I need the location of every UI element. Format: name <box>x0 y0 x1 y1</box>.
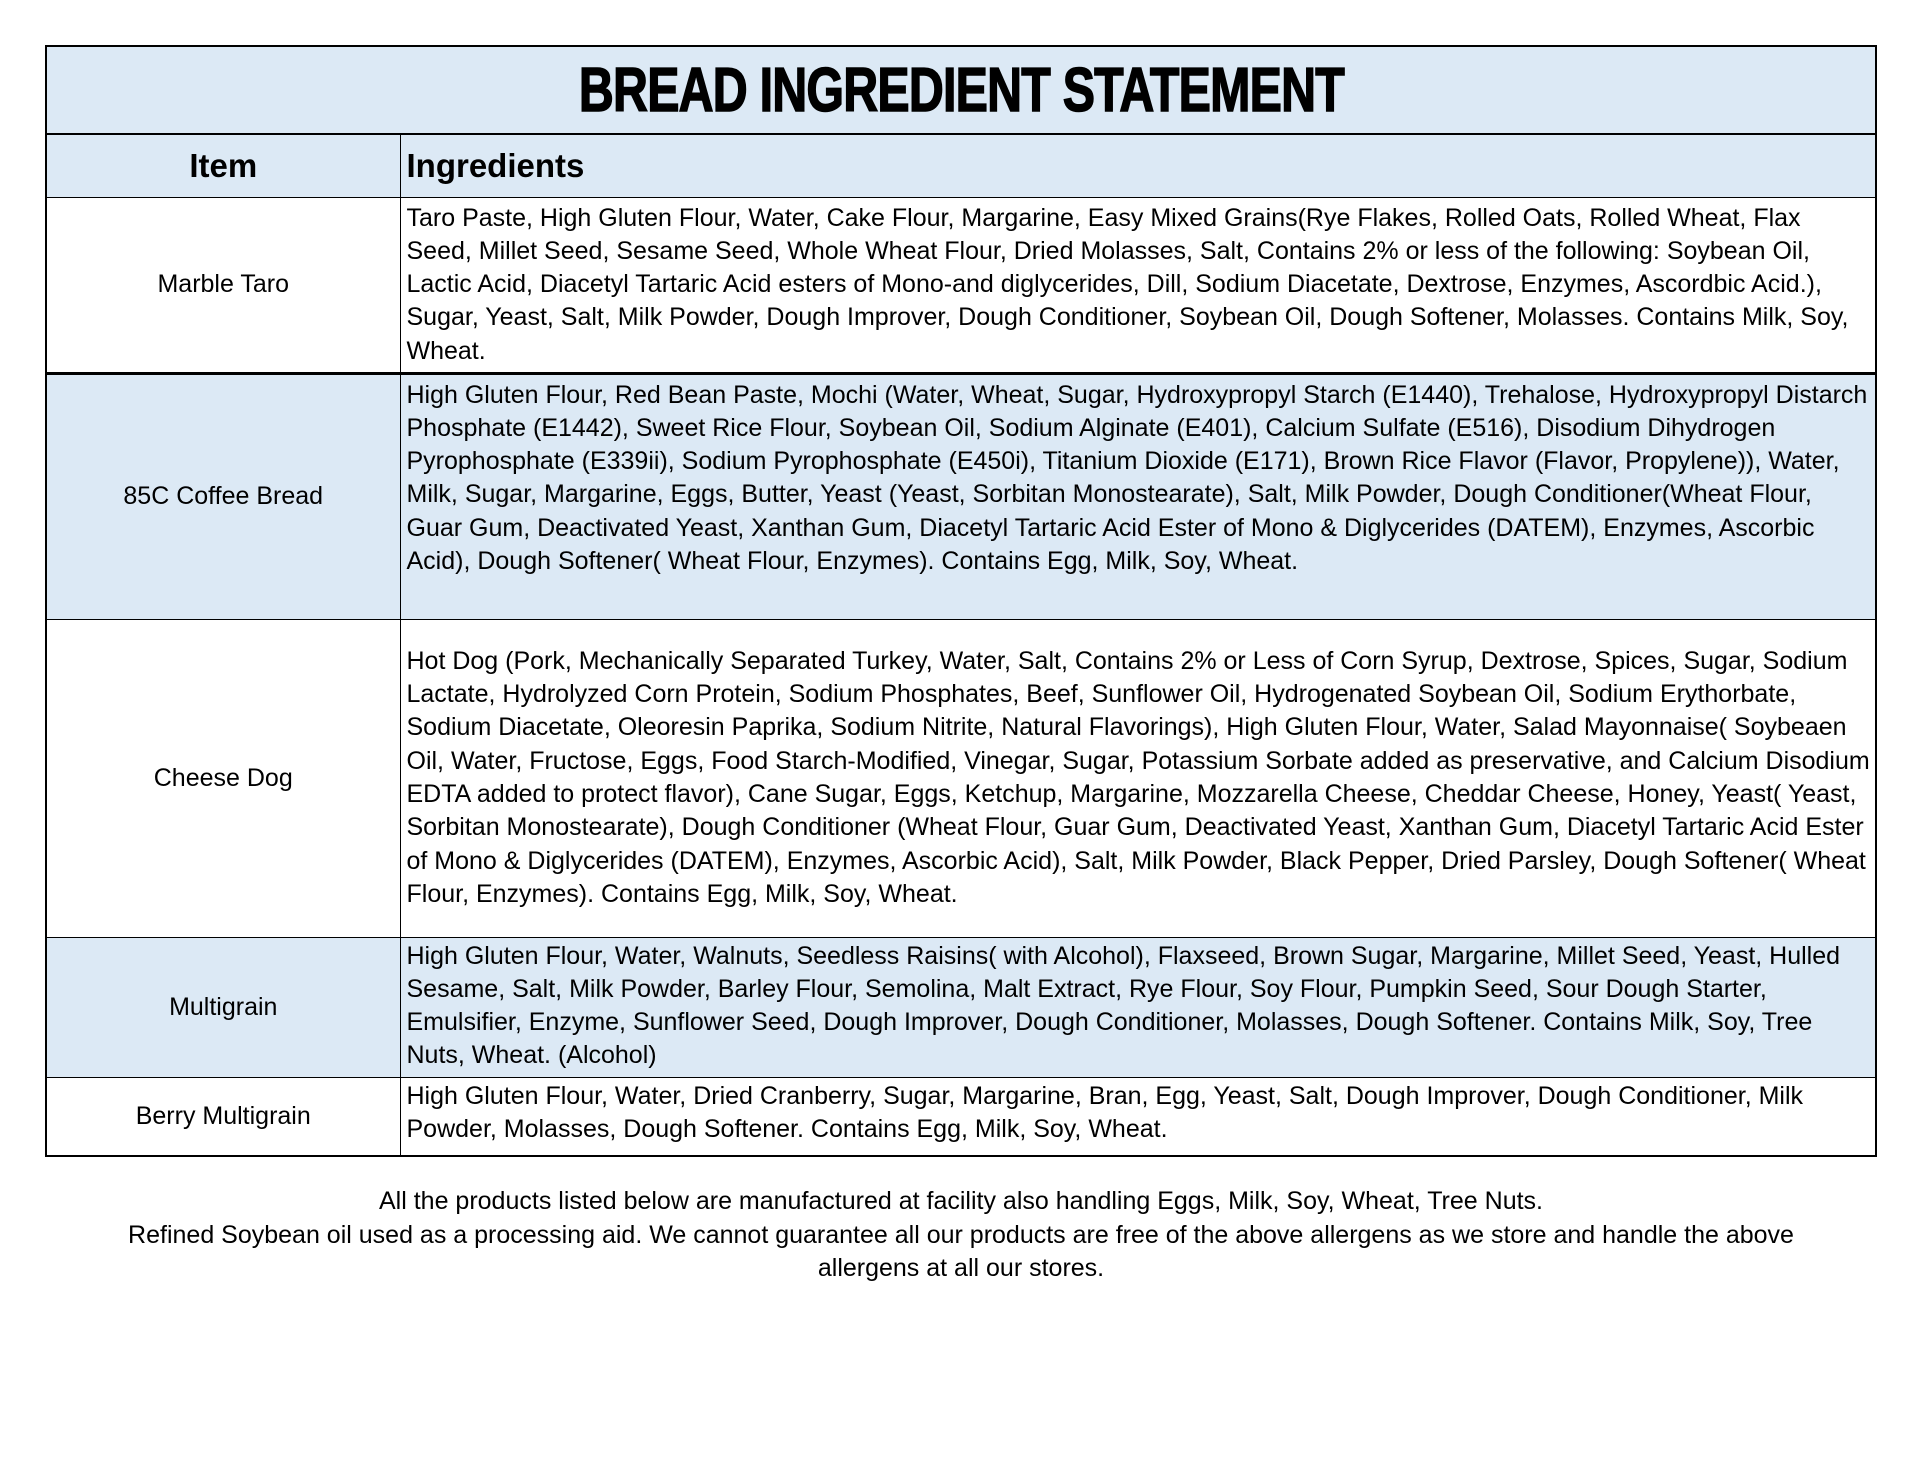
column-header-ingredients: Ingredients <box>400 135 1875 197</box>
footnote-line: allergens at all our stores. <box>817 1254 1105 1282</box>
page-title: BREAD INGREDIENT STATEMENT <box>578 55 1344 125</box>
column-header-item: Item <box>47 135 400 197</box>
footnote-line: All the products listed below are manufactured at facility also handling Eggs, Milk, Soy, Wheat, Tree Nuts. <box>379 1187 1543 1215</box>
table-row <box>47 373 1875 619</box>
table-row <box>47 197 1875 373</box>
table-row <box>47 619 1875 937</box>
item-name: Marble Taro <box>47 197 400 373</box>
ingredient-list: Hot Dog (Pork, Mechanically Separated Turkey, Water, Salt, Contains 2% or Less of Corn Syrup, Dextrose, Spices, Sugar, Sodium Lactate, Hydrolyzed Corn Protein, Sodium Phosphates, Beef, Sunflower Oil, Hydrogenated Soybean Oil, Sodium Erythorbate, Sodium Diacetate, Oleoresin Paprika, Sodium Nitrite, Natural Flavorings), High Gluten Flour, Water, Salad Mayonnaise( Soybeaen Oil, Water, Fructose, Eggs, Food Starch-Modified, Vinegar, Sugar, Potassium Sorbate added as preservative, and Calcium Disodium EDTA added to protect flavor), Cane Sugar, Eggs, Ketchup, Margarine, Mozzarella Cheese, Cheddar Cheese, Honey, Yeast( Yeast, Sorbitan Monostearate), Dough Conditioner (Wheat Flour, Guar Gum, Deactivated Yeast, Xanthan Gum, Diacetyl Tartaric Acid Ester of Mono & Diglycerides (DATEM), Enzymes, Ascorbic Acid), Salt, Milk Powder, Black Pepper, Dried Parsley, Dough Softener( Wheat Flour, Enzymes). Contains Egg, Milk, Soy, Wheat. <box>400 619 1875 937</box>
ingredient-list: Taro Paste, High Gluten Flour, Water, Cake Flour, Margarine, Easy Mixed Grains(Rye Flakes, Rolled Oats, Rolled Wheat, Flax Seed, Millet Seed, Sesame Seed, Whole Wheat Flour, Dried Molasses, Salt, Contains 2% or less of the following: Soybean Oil, Lactic Acid, Diacetyl Tartaric Acid esters of Mono-and diglycerides, Dill, Sodium Diacetate, Dextrose, Enzymes, Ascordbic Acid.), Sugar, Yeast, Salt, Milk Powder, Dough Improver, Dough Conditioner, Soybean Oil, Dough Softener, Molasses. Contains Milk, Soy, Wheat. <box>400 197 1875 373</box>
item-name: Cheese Dog <box>47 619 400 937</box>
footnote-line: Refined Soybean oil used as a processing aid. We cannot guarantee all our products are free of the above allergens as we store and handle the above <box>128 1220 1794 1249</box>
table-row <box>47 937 1875 1077</box>
table-row <box>47 1077 1875 1155</box>
ingredient-list: High Gluten Flour, Water, Walnuts, Seedless Raisins( with Alcohol), Flaxseed, Brown Sugar, Margarine, Millet Seed, Yeast, Hulled Sesame, Salt, Milk Powder, Barley Flour, Semolina, Malt Extract, Rye Flour, Soy Flour, Pumpkin Seed, Sour Dough Starter, Emulsifier, Enzyme, Sunflower Seed, Dough Improver, Dough Conditioner, Molasses, Dough Softener. Contains Milk, Soy, Tree Nuts, Wheat. (Alcohol) <box>400 937 1875 1077</box>
item-name: Multigrain <box>47 937 400 1077</box>
ingredient-sheet <box>45 45 1877 1157</box>
ingredient-list: High Gluten Flour, Water, Dried Cranberry, Sugar, Margarine, Bran, Egg, Yeast, Salt, Dough Improver, Dough Conditioner, Milk Powder, Molasses, Dough Softener. Contains Egg, Milk, Soy, Wheat. <box>400 1077 1875 1155</box>
allergen-footnote <box>40 1185 1882 1286</box>
table-header-row <box>47 135 1875 197</box>
item-name: 85C Coffee Bread <box>47 373 400 619</box>
title-banner <box>47 47 1875 135</box>
item-name: Berry Multigrain <box>47 1077 400 1155</box>
ingredient-list: High Gluten Flour, Red Bean Paste, Mochi (Water, Wheat, Sugar, Hydroxypropyl Starch (E1440), Trehalose, Hydroxypropyl Distarch Phosphate (E1442), Sweet Rice Flour, Soybean Oil, Sodium Alginate (E401), Calcium Sulfate (E516), Disodium Dihydrogen Pyrophosphate (E339ii), Sodium Pyrophosphate (E450i), Titanium Dioxide (E171), Brown Rice Flavor (Flavor, Propylene)), Water, Milk, Sugar, Margarine, Eggs, Butter, Yeast (Yeast, Sorbitan Monostearate), Salt, Milk Powder, Dough Conditioner(Wheat Flour, Guar Gum, Deactivated Yeast, Xanthan Gum, Diacetyl Tartaric Acid Ester of Mono & Diglycerides (DATEM), Enzymes, Ascorbic Acid), Dough Softener( Wheat Flour, Enzymes). Contains Egg, Milk, Soy, Wheat. <box>400 373 1875 619</box>
ingredient-table <box>47 135 1875 1155</box>
